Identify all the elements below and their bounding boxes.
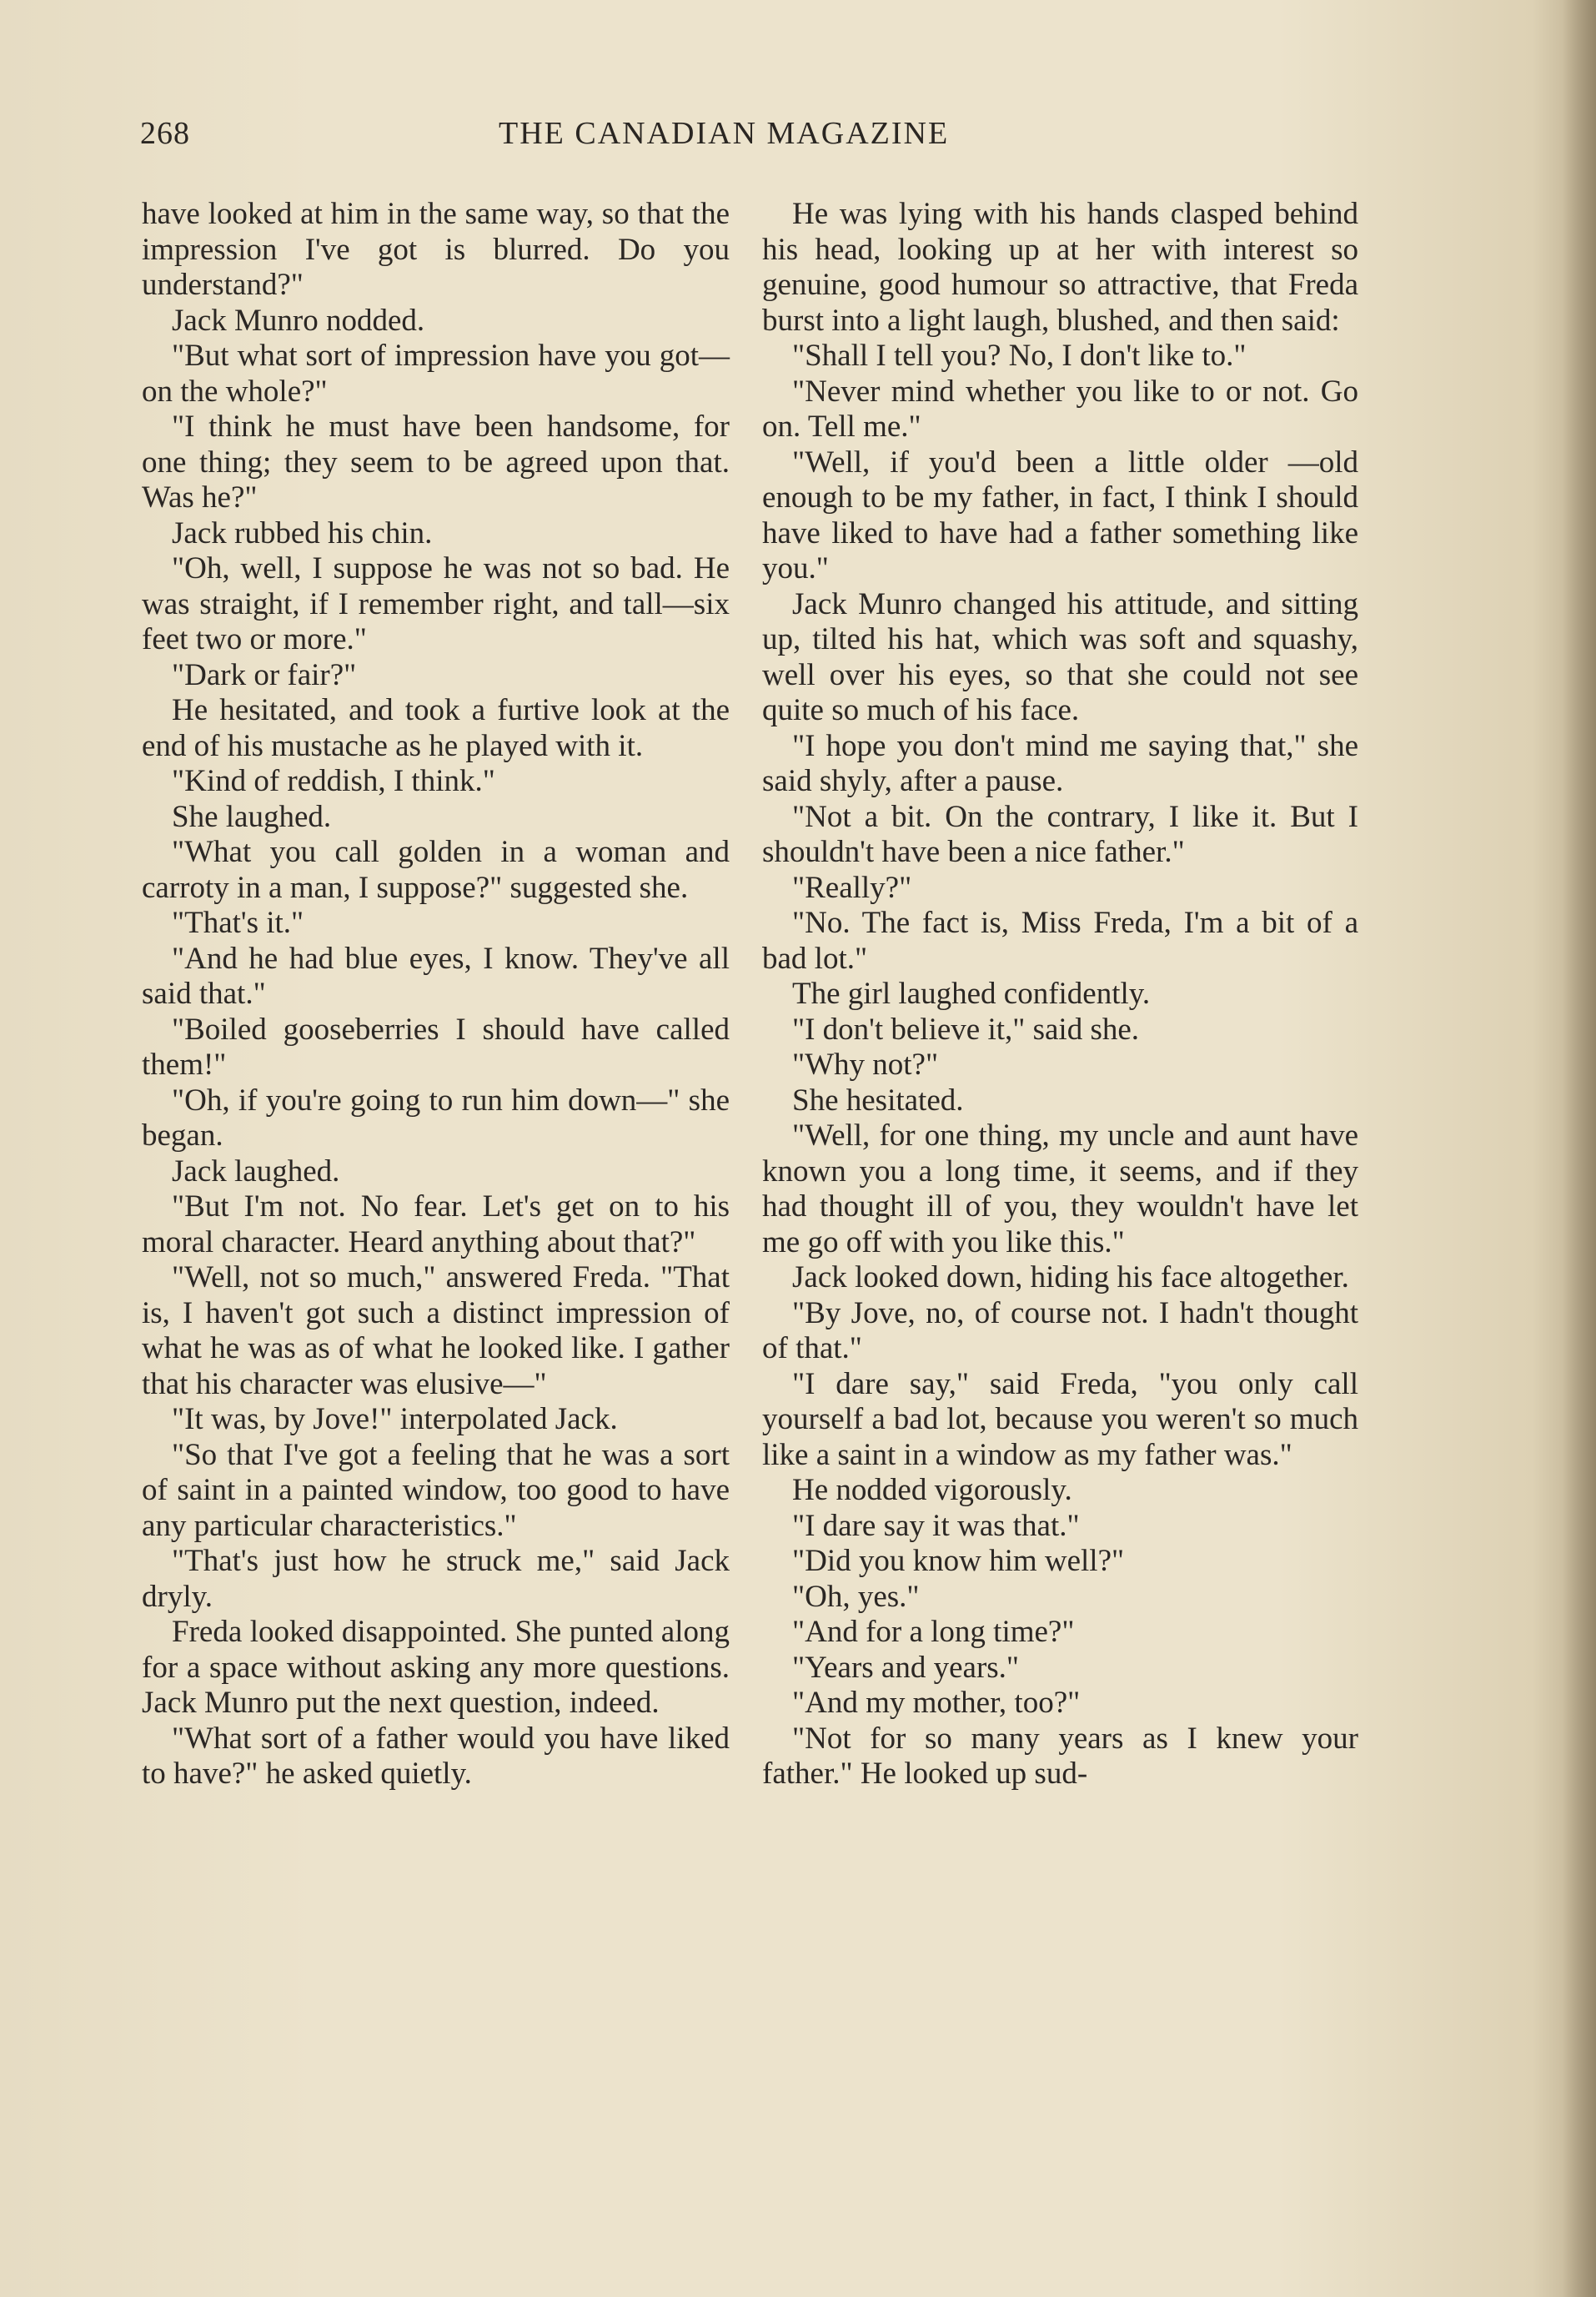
paragraph: She laughed. (172, 799, 332, 834)
paragraph: "No. The fact is, Miss Freda, I'm a bit of a bad lot." (762, 906, 1358, 976)
paragraph: Jack laughed. (172, 1154, 340, 1189)
right-column (762, 197, 1358, 1792)
paragraph: "That's just how he struck me," said Jack dryly. (142, 1544, 730, 1614)
paragraph: "Boiled gooseberries I should have called them!" (142, 1012, 730, 1082)
paragraph: The girl laughed confidently. (792, 977, 1151, 1011)
page-number: 268 (140, 116, 190, 151)
paragraph: "What sort of a father would you have liked to have?" he asked quietly. (142, 1721, 730, 1791)
paragraph: "So that I've got a feeling that he was a sort of saint in a painted window, too good to have any particular characteristics." (142, 1437, 730, 1543)
paragraph: Jack rubbed his chin. (172, 515, 433, 550)
paragraph: "Kind of reddish, I think." (172, 764, 495, 798)
paragraph: "Not for so many years as I knew your father." He looked up sud- (762, 1721, 1358, 1791)
paragraph: "But what sort of impression have you got—on the whole?" (142, 339, 730, 409)
paragraph: "I dare say it was that." (792, 1508, 1080, 1543)
paragraph: "That's it." (172, 906, 304, 940)
paragraph: He nodded vigorously. (792, 1473, 1072, 1507)
paragraph: He was lying with his hands clasped behind his head, looking up at her with interest so genuine, good humour so attractive, that Freda burst into a light laugh, blushed, and then said: (762, 197, 1358, 338)
paragraph: "Did you know him well?" (792, 1544, 1125, 1578)
paragraph: "Oh, if you're going to run him down—" she began. (142, 1083, 730, 1153)
paragraph: "Oh, yes." (792, 1579, 920, 1614)
page-edge-shadow (1563, 0, 1596, 2297)
paragraph: "Really?" (792, 870, 912, 905)
paragraph: Jack Munro changed his attitude, and sitting up, tilted his hat, which was soft and squashy, well over his eyes, so that she could not see quite so much of his face. (762, 586, 1358, 727)
paragraph: "Well, for one thing, my uncle and aunt have known you a long time, it seems, and if they had thought ill of you, they wouldn't have let me go off with you like this." (762, 1118, 1358, 1259)
page-header (140, 115, 1366, 165)
paragraph: "By Jove, no, of course not. I hadn't thought of that." (762, 1295, 1358, 1365)
paragraph: have looked at him in the same way, so that the impression I've got is blurred. Do you understand?" (142, 197, 730, 302)
paragraph: "And he had blue eyes, I know. They've all said that." (142, 941, 730, 1011)
paragraph: "Never mind whether you like to or not. Go on. Tell me." (762, 374, 1358, 444)
paragraph: "But I'm not. No fear. Let's get on to his moral character. Heard anything about that?" (142, 1189, 730, 1259)
left-column (142, 197, 730, 1792)
paragraph: "I think he must have been handsome, for one thing; they seem to be agreed upon that. Was he?" (142, 410, 730, 515)
paragraph: "It was, by Jove!" interpolated Jack. (172, 1402, 618, 1436)
paragraph: "Well, if you'd been a little older —old enough to be my father, in fact, I think I should have liked to have had a father something like you." (762, 445, 1358, 586)
paragraph: "What you call golden in a woman and carroty in a man, I suppose?" suggested she. (142, 835, 730, 905)
paragraph: "And my mother, too?" (792, 1686, 1081, 1720)
paragraph: "Not a bit. On the contrary, I like it. But I shouldn't have been a nice father." (762, 799, 1358, 869)
paragraph: "Why not?" (792, 1048, 939, 1082)
paragraph: "Years and years." (792, 1650, 1020, 1685)
paragraph: "And for a long time?" (792, 1615, 1075, 1649)
paragraph: He hesitated, and took a furtive look at the end of his mustache as he played with it. (142, 693, 730, 763)
paragraph: "Dark or fair?" (172, 657, 357, 692)
paragraph: "I dare say," said Freda, "you only call yourself a bad lot, because you weren't so much like a saint in a window as my father was." (762, 1366, 1358, 1472)
running-head: THE CANADIAN MAGAZINE (499, 116, 950, 151)
paragraph: "I hope you don't mind me saying that," she said shyly, after a pause. (762, 728, 1358, 798)
paragraph: "I don't believe it," said she. (792, 1012, 1140, 1047)
paragraph: "Shall I tell you? No, I don't like to." (792, 339, 1247, 373)
paragraph: Jack looked down, hiding his face altogether. (792, 1260, 1349, 1294)
paragraph: Jack Munro nodded. (172, 303, 425, 338)
paragraph: Freda looked disappointed. She punted along for a space without asking any more questions. Jack Munro put the next question, indeed. (142, 1615, 730, 1720)
paragraph: She hesitated. (792, 1083, 964, 1118)
paragraph: "Well, not so much," answered Freda. "That is, I haven't got such a distinct impression of what he was as of what he looked like. I gather that his character was elusive—" (142, 1260, 730, 1401)
paragraph: "Oh, well, I suppose he was not so bad. He was straight, if I remember right, and tall—six feet two or more." (142, 551, 730, 656)
